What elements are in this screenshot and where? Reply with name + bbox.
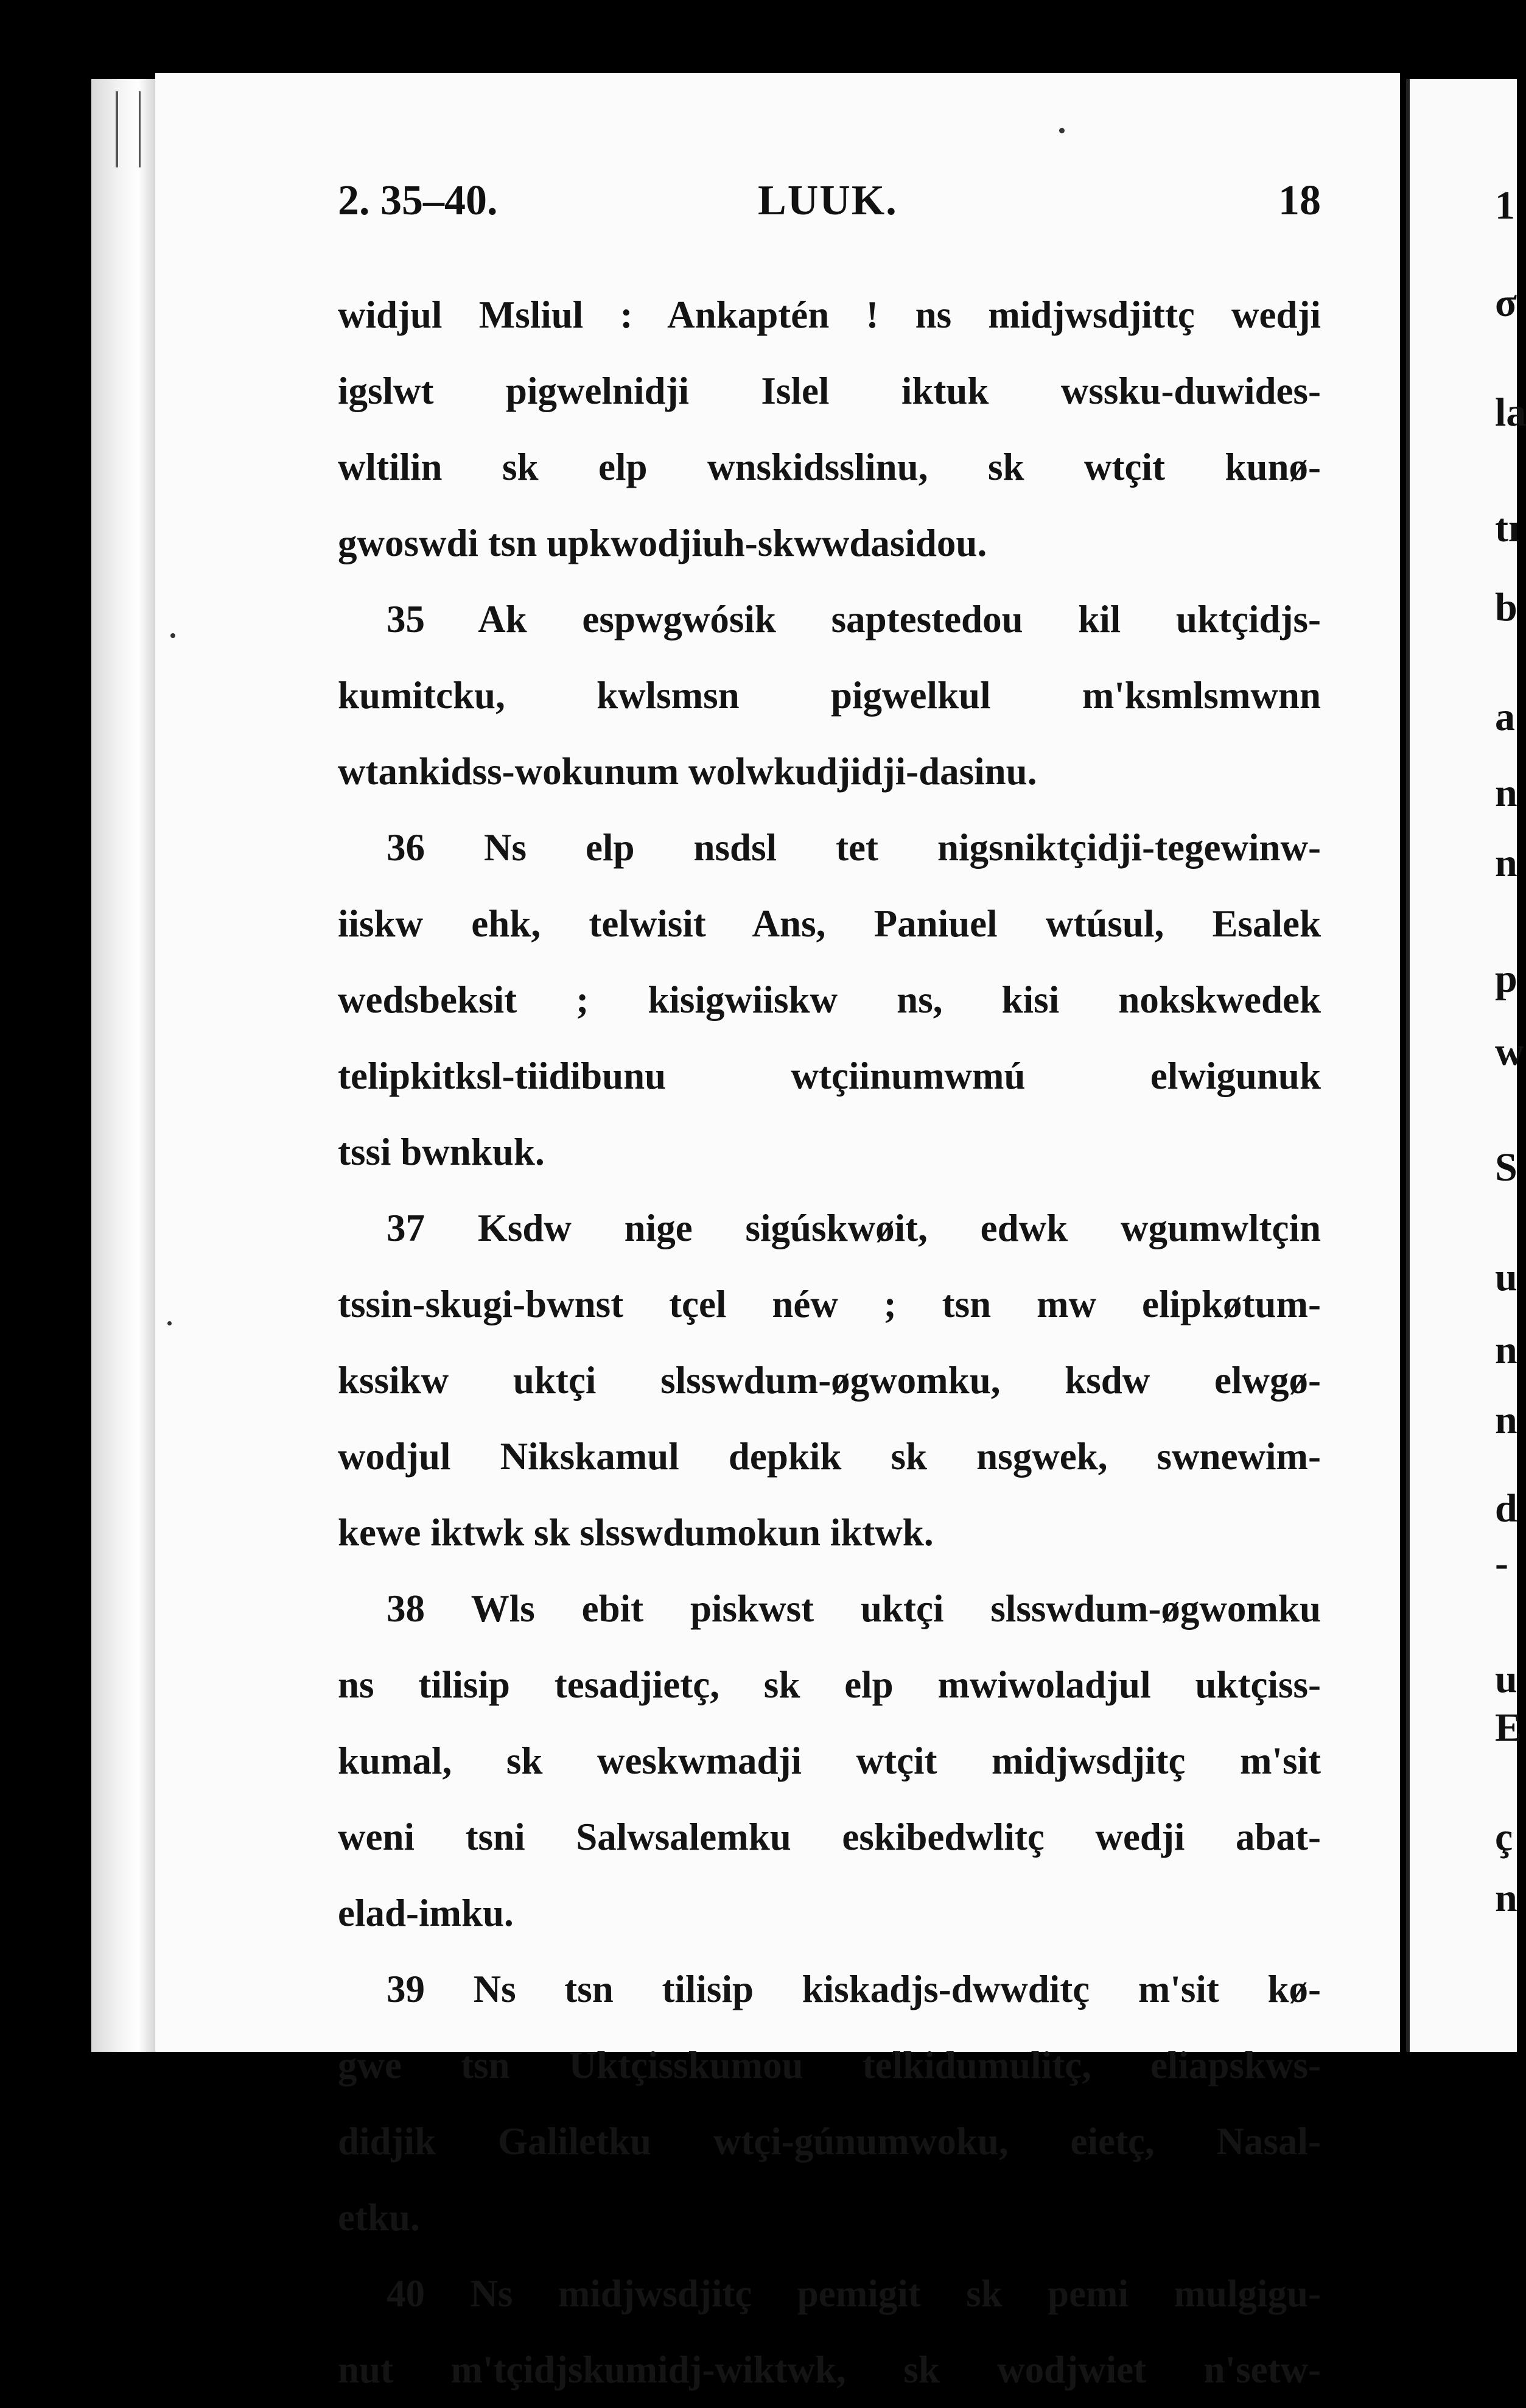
text-line: wodjul Nikskamul depkik sk nsgwek, swnewim- (338, 1435, 1321, 1478)
running-header (338, 177, 1321, 231)
next-page-fragment: n (1495, 1876, 1517, 1920)
next-page-fragment: n (1495, 841, 1517, 885)
next-page-fragment: tı (1495, 506, 1520, 550)
page-number: 18 (1278, 177, 1321, 224)
next-page-fragment: u (1495, 1255, 1517, 1299)
text-line: wedsbeksit ; kisigwiiskw ns, kisi nokskwedek (338, 978, 1321, 1021)
text-line: 38 Wls ebit piskwst uktçi slsswdum-øgwomku (387, 1587, 1321, 1630)
next-page-fragment: d (1495, 1486, 1517, 1531)
next-page-fragment: S (1495, 1145, 1517, 1190)
text-line: 36 Ns elp nsdsl tet nigsniktçidji-tegewinw- (387, 826, 1321, 869)
text-line: elad-imku. (338, 1892, 514, 1934)
text-line: ns tilisip tesadjietç, sk elp mwiwoladjul uktçiss- (338, 1663, 1321, 1706)
text-line: gwoswdi tsn upkwodjiuh-skwwdasidou. (338, 522, 987, 564)
text-line: 40 Ns midjwsdjitç pemigit sk pemi mulgigu- (387, 2272, 1321, 2315)
text-line: weni tsni Salwsalemku eskibedwlitç wedji abat- (338, 1816, 1321, 1858)
next-page-fragment: u (1495, 1657, 1517, 1701)
next-page-fragment: la (1495, 390, 1526, 435)
binding-line (116, 91, 118, 167)
text-line: kssikw uktçi slsswdum-øgwomku, ksdw elwgø- (338, 1359, 1321, 1402)
speck-mark (167, 1321, 172, 1325)
next-page-fragment: σ (1495, 281, 1517, 325)
next-page-fragment: 1 (1495, 183, 1515, 228)
text-line: wtankidss-wokunum wolwkudjidji-dasinu. (338, 750, 1037, 793)
text-line: igslwt pigwelnidji Islel iktuk wssku-duwides- (338, 370, 1321, 412)
binding-line (139, 91, 141, 167)
text-line: wltilin sk elp wnskidsslinu, sk wtçit kunø- (338, 446, 1321, 488)
next-page-fragment: E (1495, 1705, 1522, 1750)
text-line: widjul Msliul : Ankaptén ! ns midjwsdjittç wedji (338, 293, 1321, 336)
next-page-fragment: ç (1495, 1815, 1513, 1859)
next-page-fragment: a (1495, 695, 1515, 739)
chapter-verse-range: 2. 35–40. (338, 177, 498, 224)
text-line: tssi bwnkuk. (338, 1131, 545, 1173)
text-line: 39 Ns tsn tilisip kiskadjs-dwwditç m'sit kø- (387, 1968, 1321, 2010)
text-line: iiskw ehk, telwisit Ans, Paniuel wtúsul, Esalek (338, 902, 1321, 945)
next-page-fragment: n (1495, 1398, 1517, 1442)
text-line: kewe iktwk sk slsswdumokun iktwk. (338, 1511, 934, 1554)
text-line: gwe tsn Uktçisskumou telkidumulitç, eliapskws- (338, 2044, 1321, 2087)
next-page-edge (1406, 79, 1526, 2052)
next-page-fragment: - (1495, 1541, 1508, 1585)
text-line: etku. (338, 2196, 420, 2239)
page-edge-left (91, 79, 158, 2052)
book-title: LUUK. (758, 177, 898, 224)
text-line: tssin-skugi-bwnst tçel néw ; tsn mw elipkøtum- (338, 1283, 1321, 1325)
next-page-fragment: w (1495, 1030, 1524, 1074)
text-line: kumal, sk weskwmadji wtçit midjwsdjitç m'sit (338, 1739, 1321, 1782)
speck-mark (1059, 128, 1065, 133)
next-page-fragment: b (1495, 585, 1517, 630)
speck-mark (170, 633, 175, 638)
next-page-fragment: n (1495, 771, 1517, 815)
text-line: 35 Ak espwgwósik saptestedou kil uktçidjs- (387, 598, 1321, 641)
text-line: kumitcku, kwlsmsn pigwelkul m'ksmlsmwnn (338, 674, 1321, 717)
text-line: telipkitksl-tiidibunu wtçiinumwmú elwigunuk (338, 1055, 1321, 1097)
text-line: nut m'tçidjskumidj-wiktwk, sk wodjwiet n'setw- (338, 2348, 1321, 2391)
text-line: didjik Galiletku wtçi-gúnumwoku, eietç, Nasal- (338, 2120, 1321, 2163)
next-page-fragment: n (1495, 1328, 1517, 1372)
next-page-fragment: p (1495, 957, 1517, 1001)
text-line: 37 Ksdw nige sigúskwøit, edwk wgumwltçin (387, 1207, 1321, 1249)
page-body-text (338, 277, 1321, 2408)
